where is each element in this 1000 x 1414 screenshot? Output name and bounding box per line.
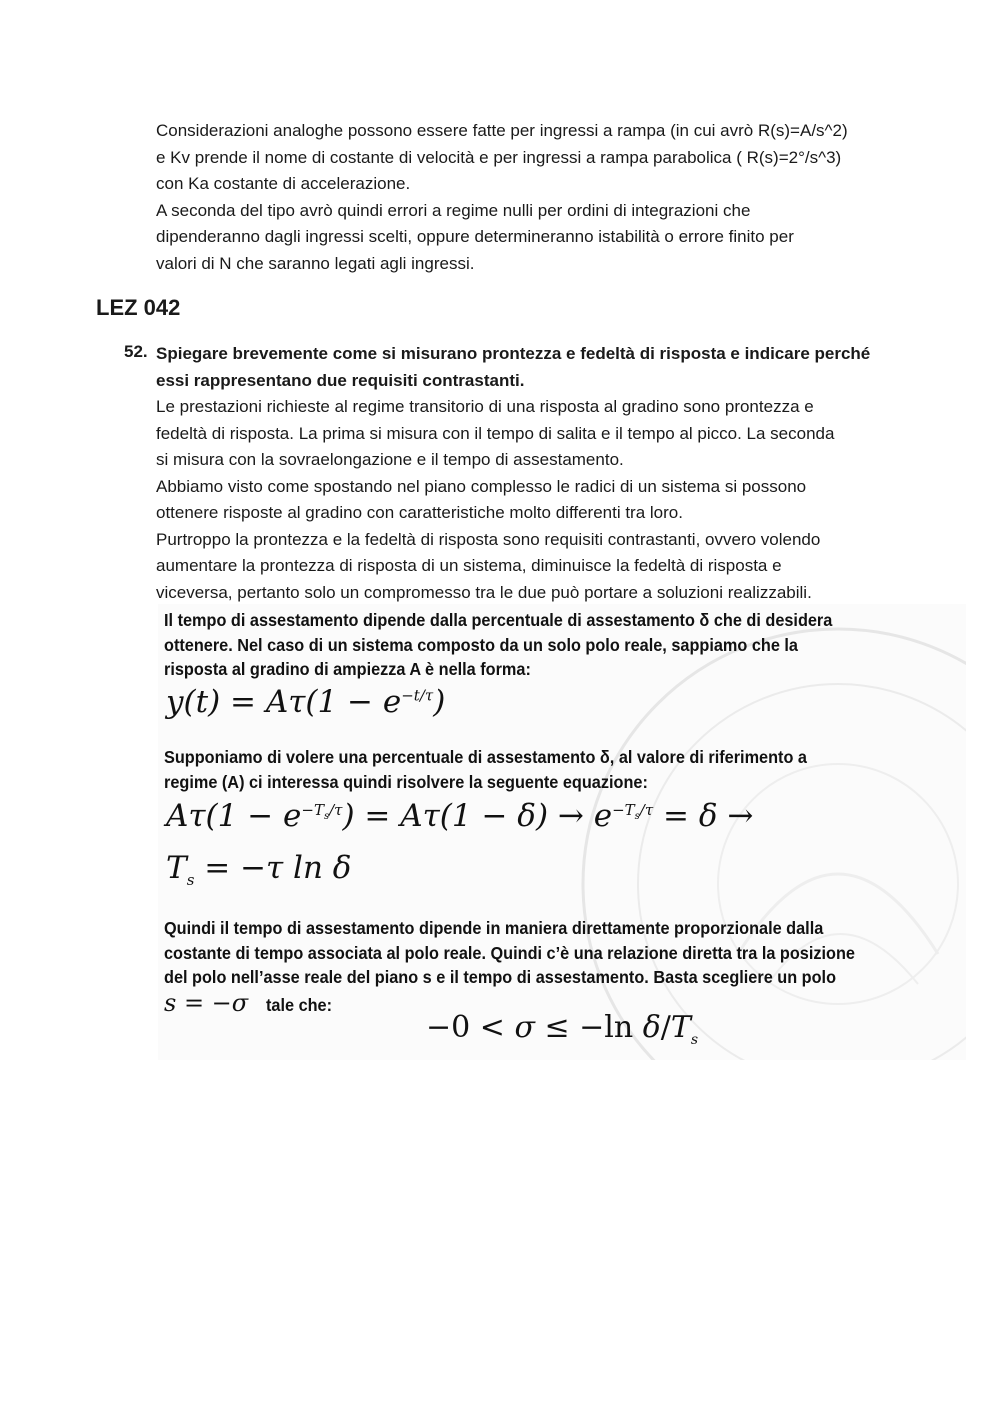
scan-paragraph-2 (164, 745, 807, 794)
question-text (156, 341, 916, 394)
answer-paragraph (156, 394, 916, 606)
scan-line: del polo nell’asse reale del piano s e il tempo di assestamento. Basta scegliere un polo (164, 967, 837, 987)
answer-line: viceversa, pertanto solo un compromesso tra le due può portare a soluzioni realizzabili. (156, 582, 812, 602)
scan-line: costante di tempo associata al polo reale. Quindi c’è una relazione diretta tra la posizione (164, 942, 855, 963)
scan-paragraph-3 (164, 916, 855, 990)
scan-line: Il tempo di assestamento dipende dalla percentuale di assestamento δ che di desidera (164, 610, 833, 630)
intro-line: con Ka costante di accelerazione. (156, 174, 411, 193)
scan-line: regime (A) ci interessa quindi risolvere la seguente equazione: (164, 771, 648, 792)
answer-line: ottenere risposte al gradino con caratteristiche molto differenti tra loro. (156, 503, 683, 522)
intro-paragraph (156, 118, 916, 277)
intro-line: valori di N che saranno legati agli ingressi. (156, 253, 475, 273)
equation-settling-time: $T_s = -\tau$ ln δ (166, 850, 352, 890)
question-line: Spiegare brevemente come si misurano prontezza e fedeltà di risposta e indicare perché (156, 344, 871, 363)
section-heading: LEZ 042 (96, 295, 181, 320)
pole-expression: s = −σ (164, 989, 249, 1017)
intro-line: Considerazioni analoghe possono essere fatte per ingressi a rampa (in cui avrò R(s)=A/s^2) (156, 121, 848, 140)
equation-step-response: $y(t) = A\tau(1 - e^{-t/\tau})$ (166, 684, 446, 720)
intro-line: A seconda del tipo avrò quindi errori a regime nulli per ordini di integrazioni che (156, 200, 751, 220)
scan-line: ottenere. Nel caso di un sistema composto da un solo polo reale, sappiamo che la (164, 634, 798, 655)
equation-pole-bound: −0 < σ ≤ −ln $\delta/T_s$ (426, 1010, 699, 1048)
question-number: 52. (124, 342, 148, 361)
question-line: essi rappresentano due requisiti contrastanti. (156, 370, 525, 390)
scan-paragraph-1 (164, 608, 832, 682)
tale-che-label: tale che: (266, 995, 333, 1015)
answer-line: aumentare la prontezza di risposta di un sistema, diminuisce la fedeltà di risposta e (156, 556, 782, 575)
scan-line: Supponiamo di volere una percentuale di assestamento δ, al valore di riferimento a (164, 747, 807, 767)
intro-line: dipenderanno dagli ingressi scelti, oppure determineranno istabilità o errore finito per (156, 227, 794, 246)
answer-line: Purtroppo la prontezza e la fedeltà di risposta sono requisiti contrastanti, ovvero volendo (156, 529, 821, 549)
answer-line: fedeltà di risposta. La prima si misura con il tempo di salita e il tempo al picco. La seconda (156, 423, 835, 443)
scan-line: risposta al gradino di ampiezza A è nella forma: (164, 659, 531, 679)
answer-line: Le prestazioni richieste al regime transitorio di una risposta al gradino sono prontezza e (156, 397, 814, 416)
answer-line: Abbiamo visto come spostando nel piano complesso le radici di un sistema si possono (156, 476, 807, 496)
answer-line: si misura con la sovraelongazione e il tempo di assestamento. (156, 450, 624, 469)
intro-line: e Kv prende il nome di costante di velocità e per ingressi a rampa parabolica ( R(s)=2°/s^3) (156, 147, 842, 167)
equation-settling: $A\tau(1 - e^{-T_s/\tau}) = A\tau(1 - \delta) \to e^{-T_s/\tau} = \delta$ → (166, 798, 754, 834)
scan-line: Quindi il tempo di assestamento dipende in maniera direttamente proporzionale dalla (164, 918, 824, 938)
scanned-slide-excerpt (158, 604, 966, 1060)
